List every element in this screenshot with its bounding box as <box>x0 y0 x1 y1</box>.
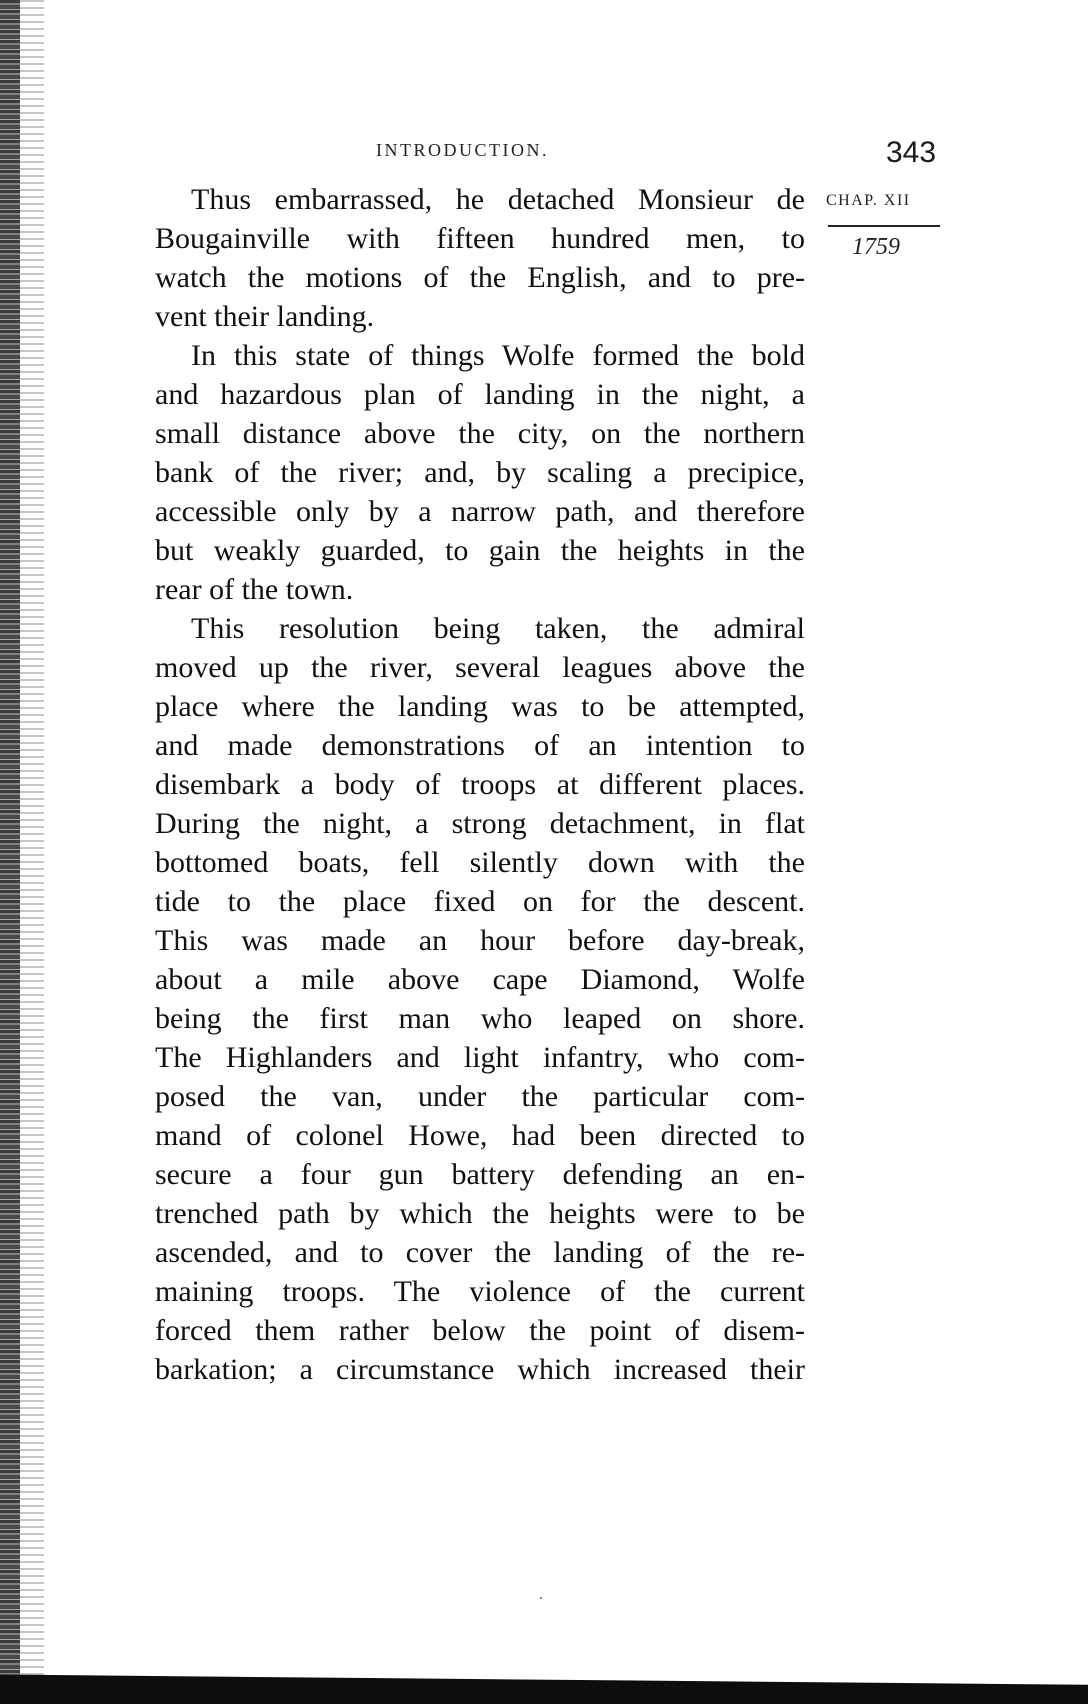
text-line: place where the landing was to be attempted, <box>155 690 805 723</box>
text-line: barkation; a circumstance which increased their <box>155 1353 805 1386</box>
scan-bottom-edge <box>0 1672 1088 1704</box>
text-line: In this state of things Wolfe formed the bold <box>191 339 805 372</box>
margin-year: 1759 <box>852 234 900 260</box>
text-line: bank of the river; and, by scaling a precipice, <box>155 456 805 489</box>
text-line: The Highlanders and light infantry, who com- <box>155 1041 805 1074</box>
text-line: vent their landing. <box>155 300 375 333</box>
text-line: posed the van, under the particular com- <box>155 1080 805 1113</box>
text-line: secure a four gun battery defending an en- <box>155 1158 805 1191</box>
text-line: but weakly guarded, to gain the heights in the <box>155 534 805 567</box>
text-line: being the first man who leaped on shore. <box>155 1002 805 1035</box>
text-line: and made demonstrations of an intention to <box>155 729 805 762</box>
text-line: mand of colonel Howe, had been directed to <box>155 1119 805 1152</box>
text-line: Bougainville with fifteen hundred men, to <box>155 222 805 255</box>
text-line: Thus embarrassed, he detached Monsieur de <box>191 183 805 216</box>
text-line: This resolution being taken, the admiral <box>191 612 805 645</box>
page-number: 343 <box>886 136 937 169</box>
body-text <box>155 180 805 1389</box>
text-line: forced them rather below the point of disem- <box>155 1314 805 1347</box>
text-line: rear of the town. <box>155 573 354 606</box>
binding-edge <box>0 0 20 1704</box>
scan-speck <box>540 1597 542 1599</box>
text-line: accessible only by a narrow path, and therefore <box>155 495 805 528</box>
text-line: This was made an hour before day-break, <box>155 924 805 957</box>
text-line: about a mile above cape Diamond, Wolfe <box>155 963 805 996</box>
text-line: disembark a body of troops at different places. <box>155 768 805 801</box>
text-line: During the night, a strong detachment, in flat <box>155 807 805 840</box>
text-line: and hazardous plan of landing in the night, a <box>155 378 805 411</box>
margin-rule <box>828 225 940 227</box>
text-line: bottomed boats, fell silently down with the <box>155 846 805 879</box>
text-line: maining troops. The violence of the current <box>155 1275 805 1308</box>
text-line: trenched path by which the heights were to be <box>155 1197 805 1230</box>
running-head: INTRODUCTION. <box>376 140 549 160</box>
text-line: watch the motions of the English, and to pre- <box>155 261 805 294</box>
text-line: small distance above the city, on the northern <box>155 417 805 450</box>
text-line: moved up the river, several leagues above the <box>155 651 805 684</box>
text-line: ascended, and to cover the landing of the re- <box>155 1236 805 1269</box>
margin-chapter-label: CHAP. XII <box>826 192 911 209</box>
text-line: tide to the place fixed on for the descent. <box>155 885 805 918</box>
